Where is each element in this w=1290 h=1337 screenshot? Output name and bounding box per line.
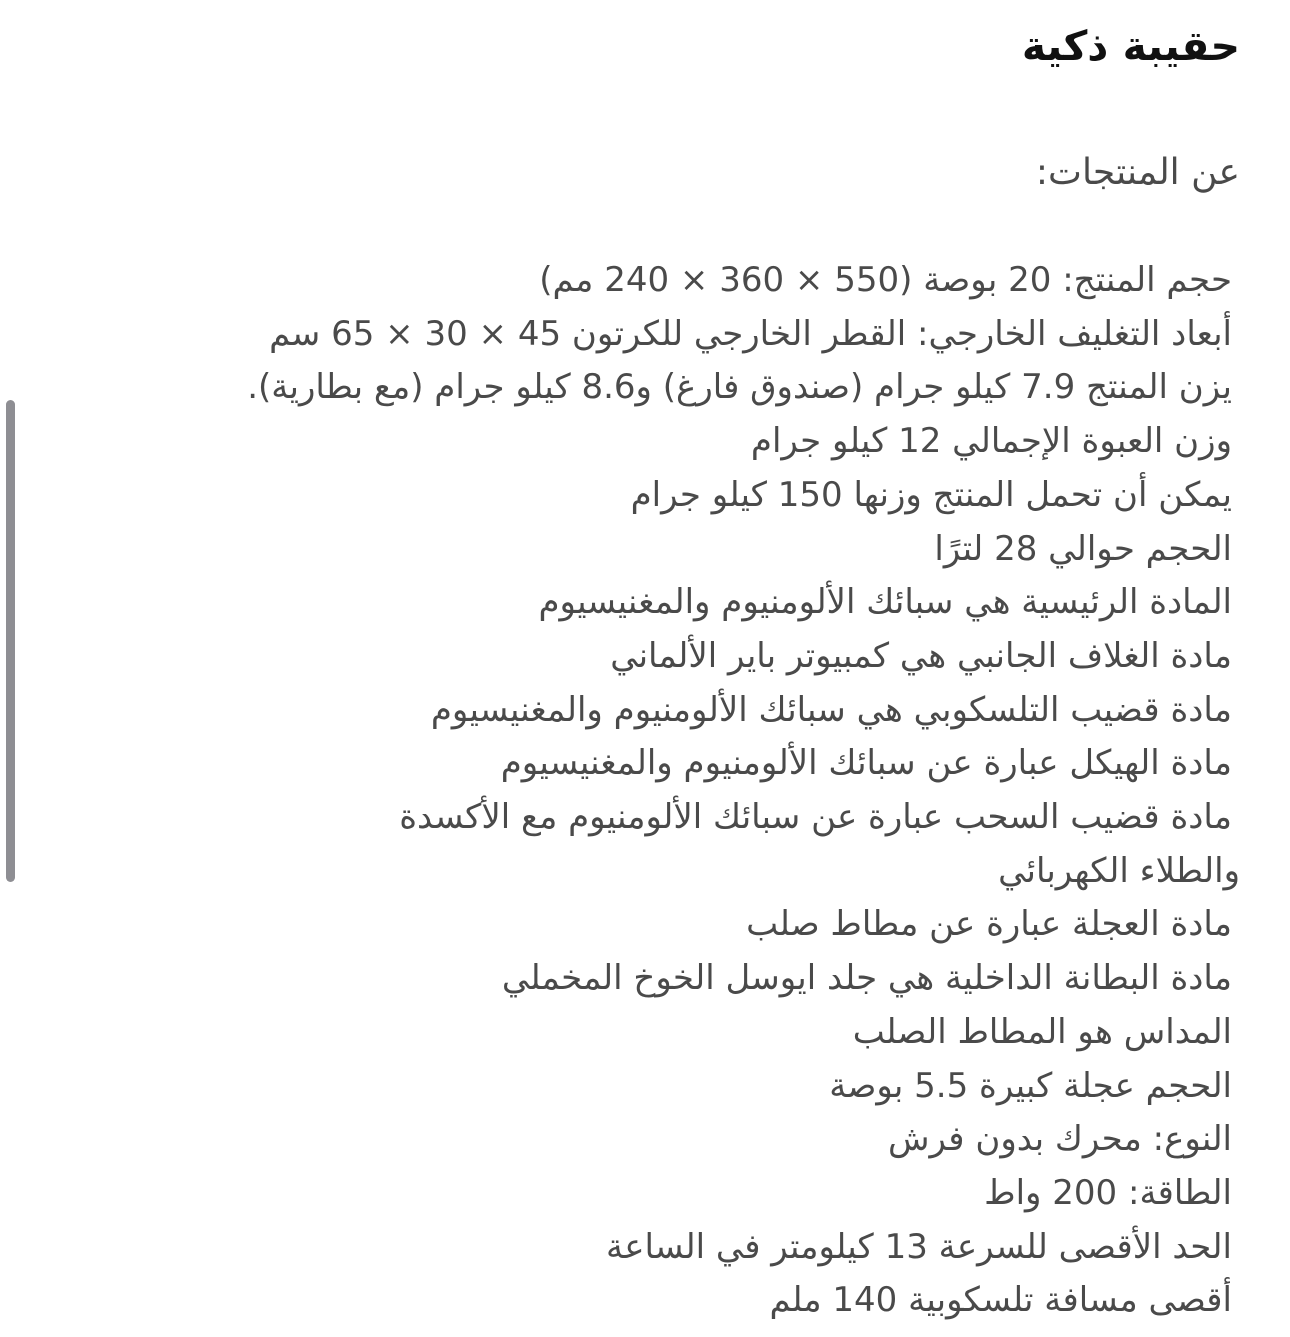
spec-item: يمكن أن تحمل المنتج وزنها 150 كيلو جرام — [630, 474, 1232, 515]
spec-item: الحد الأقصى للسرعة 13 كيلومتر في الساعة — [606, 1226, 1232, 1267]
page-title: حقيبة ذكية — [1021, 22, 1240, 70]
spec-item: مادة الهيكل عبارة عن سبائك الألومنيوم والمغنيسيوم — [500, 743, 1232, 784]
spec-item: أقصى مسافة تلسكوبية 140 ملم — [769, 1280, 1232, 1321]
spec-list — [110, 254, 1240, 1328]
spec-item: يزن المنتج 7.9 كيلو جرام (صندوق فارغ) و8.6 كيلو جرام (مع بطارية). — [247, 367, 1232, 408]
spec-item: المداس هو المطاط الصلب — [852, 1011, 1232, 1052]
spec-item-continuation: والطلاء الكهربائي — [998, 850, 1240, 891]
spec-item: مادة قضيب التلسكوبي هي سبائك الألومنيوم والمغنيسيوم — [430, 689, 1232, 730]
spec-item: مادة الغلاف الجانبي هي كمبيوتر باير الألماني — [610, 635, 1232, 676]
spec-item: مادة البطانة الداخلية هي جلد ايوسل الخوخ المخملي — [501, 958, 1232, 999]
vertical-scrollbar[interactable] — [6, 400, 15, 882]
spec-item: مادة قضيب السحب عبارة عن سبائك الألومنيوم مع الأكسدة — [399, 797, 1232, 838]
spec-item: النوع: محرك بدون فرش — [888, 1119, 1232, 1160]
spec-item: المادة الرئيسية هي سبائك الألومنيوم والمغنيسيوم — [538, 582, 1232, 623]
spec-item: مادة العجلة عبارة عن مطاط صلب — [746, 904, 1232, 945]
product-description — [110, 14, 1240, 1328]
spec-item: وزن العبوة الإجمالي 12 كيلو جرام — [750, 421, 1232, 462]
spec-item: أبعاد التغليف الخارجي: القطر الخارجي للكرتون 45 × 30 × 65 سم — [269, 313, 1232, 354]
spec-item: الحجم عجلة كبيرة 5.5 بوصة — [829, 1065, 1232, 1106]
spec-item: حجم المنتج: 20 بوصة (550 × 360 × 240 مم) — [539, 260, 1232, 300]
section-label: عن المنتجات: — [1035, 152, 1240, 193]
spec-item: الطاقة: 200 واط — [984, 1172, 1232, 1213]
spec-item: الحجم حوالي 28 لترًا — [934, 528, 1232, 569]
